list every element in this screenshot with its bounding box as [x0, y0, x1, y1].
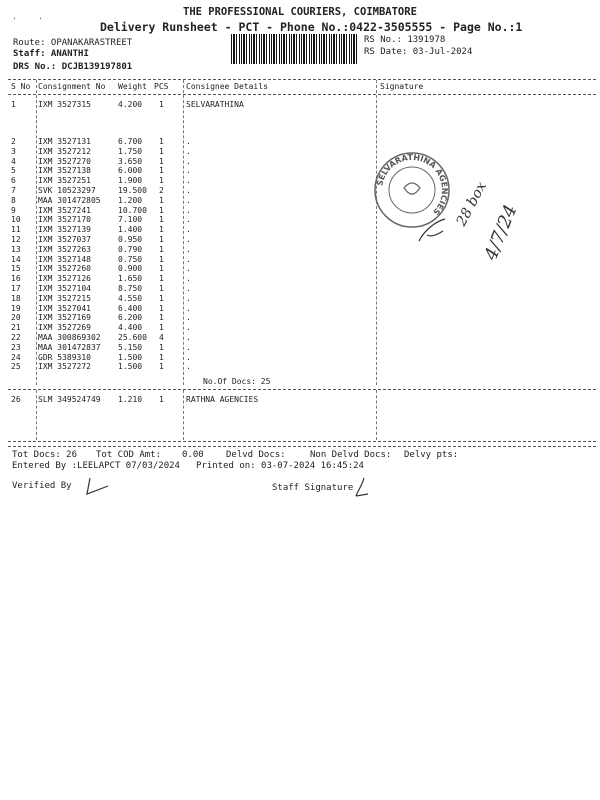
row-pcs: 1	[159, 195, 164, 205]
row-sno: 7	[11, 186, 16, 195]
table-row	[0, 313, 600, 323]
row-consignment: IXM 3527251	[38, 176, 91, 186]
header-consignment: Consignment No	[38, 82, 106, 91]
row-consignment: IXM 3527212	[38, 146, 91, 156]
table-row	[0, 362, 600, 372]
row-weight: 0.950	[118, 235, 143, 244]
table-row	[0, 255, 600, 265]
header-sno: S No	[11, 82, 31, 91]
handwritten-note: 28 box	[453, 179, 491, 229]
row-pcs: 1	[159, 303, 164, 313]
entered-by: Entered By :LEELAPCT 07/03/2024	[12, 461, 180, 471]
row-weight: 1.500	[118, 352, 143, 362]
row-consignment: IXM 3527241	[38, 205, 91, 215]
row-consignee: .	[186, 333, 191, 342]
row-sno: 6	[11, 176, 16, 186]
drs-number: DRS No.: DCJB139197801	[13, 62, 133, 72]
barcode-image	[231, 34, 357, 64]
row-consignment: SVK 10523297	[38, 186, 96, 195]
row-pcs: 1	[159, 264, 164, 274]
row-weight: 6.400	[118, 303, 143, 313]
row-consignment: IXM 3527139	[38, 225, 91, 235]
row-consignee: .	[186, 146, 191, 156]
row-consignee: .	[186, 284, 191, 293]
row-consignee: .	[186, 225, 191, 235]
row-weight: 6.200	[118, 313, 143, 323]
table-row	[0, 284, 600, 294]
row-consignment: IXM 3527270	[38, 156, 91, 166]
row-weight: 5.150	[118, 342, 143, 352]
row-sno: 14	[11, 254, 21, 264]
row-consignment: IXM 3527272	[38, 362, 91, 372]
row-weight: 25.600	[118, 333, 147, 342]
rs-date: RS Date: 03-Jul-2024	[364, 47, 473, 57]
row-consignment: GDR 5389310	[38, 352, 91, 362]
total-cod-label: Tot COD Amt:	[96, 450, 162, 460]
row-pcs: 1	[159, 274, 164, 284]
row-consignee: .	[186, 352, 191, 362]
row-weight: 8.750	[118, 284, 143, 293]
row-consignment: IXM 3527131	[38, 137, 91, 146]
verified-by-label: Verified By	[12, 481, 72, 491]
printed-on: Printed on: 03-07-2024 16:45:24	[196, 461, 364, 471]
stamp-text: SELVARATHINA AGENCIES	[375, 152, 450, 217]
row-sno: 10	[11, 215, 21, 225]
row-sno: 5	[11, 166, 16, 176]
row-pcs: 1	[159, 215, 164, 225]
table-row	[0, 245, 600, 255]
row-sno: 24	[11, 352, 21, 362]
row-consignee: .	[186, 137, 191, 146]
row-weight: 4.400	[118, 323, 143, 333]
row-consignment: IXM 3527104	[38, 284, 91, 293]
row-weight: 1.500	[118, 362, 143, 372]
delivered-docs: Delvd Docs:	[226, 450, 286, 460]
row-consignment: IXM 3527126	[38, 274, 91, 284]
row-consignment: IXM 3527315	[38, 100, 91, 109]
row-consignment: MAA 301472837	[38, 342, 101, 352]
table-row	[0, 147, 600, 157]
row-consignment: IXM 3527263	[38, 244, 91, 254]
row-weight: 6.700	[118, 137, 143, 146]
row-sno: 8	[11, 195, 16, 205]
row-pcs: 1	[159, 176, 164, 186]
row-consignee: .	[186, 186, 191, 195]
delivery-points: Delvy pts:	[404, 450, 459, 460]
row-weight: 4.200	[118, 100, 143, 109]
divider-top	[8, 79, 596, 80]
table-row	[0, 274, 600, 284]
table-row	[0, 100, 600, 110]
row-weight: 1.650	[118, 274, 143, 284]
table-row	[0, 343, 600, 353]
table-row	[0, 157, 600, 167]
table-row	[0, 264, 600, 274]
row-pcs: 1	[159, 313, 164, 323]
verified-signature	[84, 476, 114, 498]
table-row	[0, 166, 600, 176]
row-sno: 13	[11, 244, 21, 254]
row-sno: 22	[11, 333, 21, 342]
header-weight: Weight	[118, 82, 147, 91]
row-consignment: IXM 3527138	[38, 166, 91, 176]
row-weight: 6.000	[118, 166, 143, 176]
row-weight: 3.650	[118, 156, 143, 166]
row-pcs: 1	[159, 323, 164, 333]
row-consignee: .	[186, 264, 191, 274]
row-weight: 0.790	[118, 244, 143, 254]
row-consignee: SELVARATHINA	[186, 100, 244, 109]
row-weight: 4.550	[118, 293, 143, 303]
company-title: THE PROFESSIONAL COURIERS, COIMBATORE	[183, 6, 417, 18]
table-row	[0, 323, 600, 333]
row-sno: 1	[11, 100, 16, 109]
table-row	[0, 353, 600, 363]
row-weight: 1.210	[118, 395, 143, 404]
consignee-signature	[415, 215, 455, 245]
row-pcs: 1	[159, 146, 164, 156]
route-label: Route: OPANAKARASTREET	[13, 38, 133, 48]
row-weight: 1.900	[118, 176, 143, 186]
row-consignment: IXM 3527269	[38, 323, 91, 333]
row-pcs: 1	[159, 137, 164, 146]
row-sno: 17	[11, 284, 21, 293]
row-consignment: IXM 3527169	[38, 313, 91, 323]
table-row	[0, 294, 600, 304]
row-consignee: .	[186, 166, 191, 176]
row-sno: 20	[11, 313, 21, 323]
row-consignee: .	[186, 254, 191, 264]
row-consignee: .	[186, 362, 191, 372]
divider-bottom	[8, 441, 596, 442]
row-consignment: IXM 3527037	[38, 235, 91, 244]
row-sno: 3	[11, 146, 16, 156]
row-pcs: 2	[159, 186, 164, 195]
row-weight: 10.700	[118, 205, 147, 215]
row-consignee: .	[186, 303, 191, 313]
total-cod-value: 0.00	[182, 450, 204, 460]
row-consignee: .	[186, 274, 191, 284]
row-sno: 19	[11, 303, 21, 313]
table-row	[0, 333, 600, 343]
row-consignee: RATHNA AGENCIES	[186, 395, 259, 404]
row-consignment: IXM 3527215	[38, 293, 91, 303]
row-weight: 1.400	[118, 225, 143, 235]
header-pcs: PCS	[154, 82, 169, 91]
scan-mark: ·	[38, 14, 43, 23]
row-pcs: 1	[159, 225, 164, 235]
row-sno: 11	[11, 225, 21, 235]
row-weight: 1.750	[118, 146, 143, 156]
row-pcs: 1	[159, 395, 164, 404]
row-sno: 16	[11, 274, 21, 284]
row-pcs: 1	[159, 244, 164, 254]
row-pcs: 1	[159, 352, 164, 362]
divider-group	[8, 389, 596, 390]
table-row	[0, 137, 600, 147]
handwritten-date: 4/7/24	[480, 201, 522, 264]
table-row	[0, 186, 600, 196]
row-pcs: 1	[159, 254, 164, 264]
row-pcs: 1	[159, 342, 164, 352]
header-consignee: Consignee Details	[186, 82, 268, 91]
row-pcs: 1	[159, 205, 164, 215]
total-docs: Tot Docs: 26	[12, 450, 78, 460]
row-consignment: MAA 300869302	[38, 333, 101, 342]
row-consignee: .	[186, 215, 191, 225]
row-pcs: 1	[159, 156, 164, 166]
rs-number: RS No.: 1391978	[364, 35, 446, 45]
row-consignee: .	[186, 244, 191, 254]
row-consignee: .	[186, 342, 191, 352]
row-consignment: MAA 301472805	[38, 195, 101, 205]
table-row	[0, 176, 600, 186]
row-consignee: .	[186, 293, 191, 303]
row-consignee: .	[186, 156, 191, 166]
scan-mark: ·	[12, 14, 17, 23]
row-consignment: IXM 3527260	[38, 264, 91, 274]
row-consignee: .	[186, 195, 191, 205]
row-sno: 15	[11, 264, 21, 274]
staff-signature	[352, 476, 374, 500]
row-pcs: 1	[159, 166, 164, 176]
row-consignee: .	[186, 313, 191, 323]
row-sno: 2	[11, 137, 16, 146]
row-consignment: IXM 3527170	[38, 215, 91, 225]
row-weight: 7.100	[118, 215, 143, 225]
header-signature: Signature	[380, 82, 424, 91]
row-weight: 19.500	[118, 186, 147, 195]
non-delivered-docs: Non Delvd Docs:	[310, 450, 392, 460]
table-row	[0, 395, 600, 405]
row-sno: 26	[11, 395, 21, 404]
row-sno: 18	[11, 293, 21, 303]
row-consignee: .	[186, 205, 191, 215]
row-sno: 9	[11, 205, 16, 215]
divider-bottom-2	[8, 446, 596, 447]
runsheet-subtitle: Delivery Runsheet - PCT - Phone No.:0422-3505555 - Page No.:1	[100, 20, 523, 34]
group-doc-count: No.Of Docs: 25	[203, 377, 271, 386]
row-sno: 23	[11, 342, 21, 352]
row-consignment: IXM 3527148	[38, 254, 91, 264]
row-consignee: .	[186, 235, 191, 244]
divider-header	[8, 94, 596, 95]
table-header-row	[0, 82, 600, 92]
row-consignee: .	[186, 323, 191, 333]
row-pcs: 1	[159, 235, 164, 244]
row-weight: 1.200	[118, 195, 143, 205]
row-consignee: .	[186, 176, 191, 186]
row-sno: 25	[11, 362, 21, 372]
row-pcs: 1	[159, 100, 164, 109]
row-pcs: 1	[159, 293, 164, 303]
row-sno: 12	[11, 235, 21, 244]
row-sno: 21	[11, 323, 21, 333]
row-pcs: 1	[159, 362, 164, 372]
staff-signature-label: Staff Signature	[272, 483, 354, 493]
table-row	[0, 304, 600, 314]
row-weight: 0.750	[118, 254, 143, 264]
row-consignment: IXM 3527041	[38, 303, 91, 313]
row-pcs: 4	[159, 333, 164, 342]
row-consignment: SLM 349524749	[38, 395, 101, 404]
row-pcs: 1	[159, 284, 164, 293]
row-sno: 4	[11, 156, 16, 166]
row-weight: 0.900	[118, 264, 143, 274]
staff-label: Staff: ANANTHI	[13, 49, 89, 59]
